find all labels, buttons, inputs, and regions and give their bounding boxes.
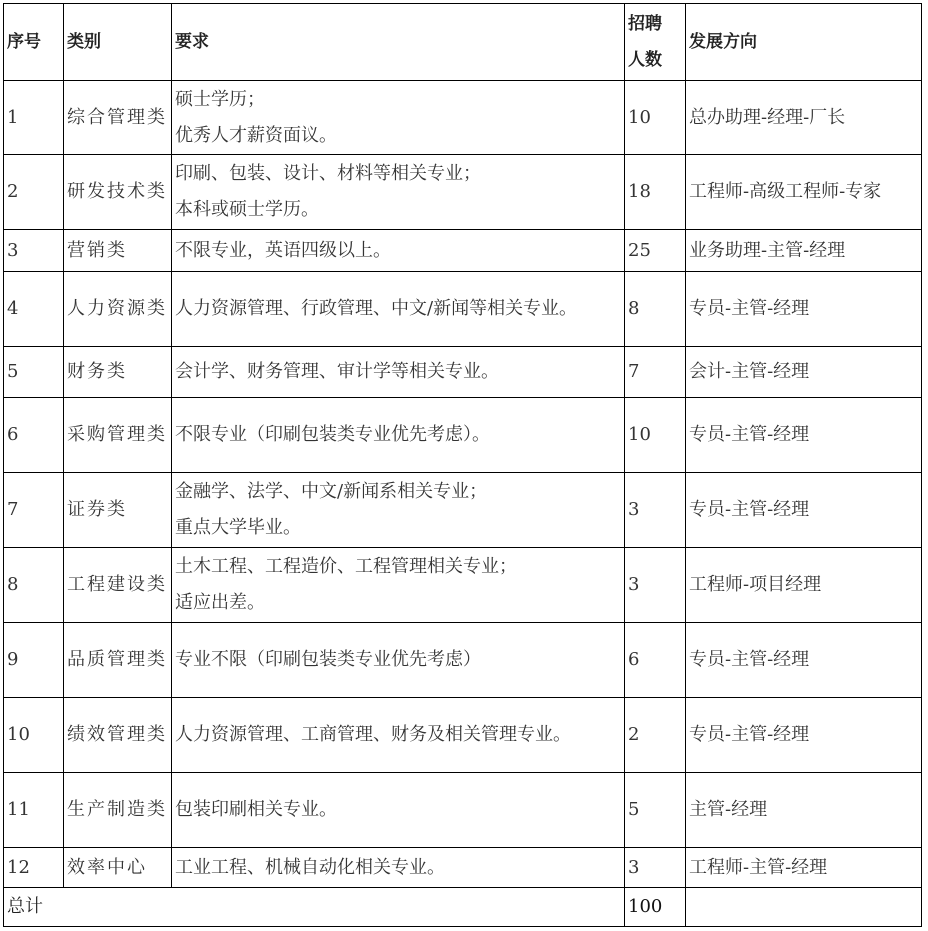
row-category: 采购管理类 [64, 398, 172, 473]
row-career-path: 专员-主管-经理 [686, 698, 922, 773]
total-label: 总计 [4, 888, 625, 927]
row-category: 人力资源类 [64, 272, 172, 347]
row-requirements: 不限专业（印刷包装类专业优先考虑）。 [172, 398, 625, 473]
row-requirements [172, 473, 625, 548]
row-headcount: 18 [625, 155, 686, 230]
row-index: 8 [4, 548, 64, 623]
row-headcount: 6 [625, 623, 686, 698]
table-row [4, 347, 922, 398]
row-index: 2 [4, 155, 64, 230]
row-headcount: 25 [625, 230, 686, 272]
row-index: 3 [4, 230, 64, 272]
row-career-path: 主管-经理 [686, 773, 922, 848]
row-index: 12 [4, 848, 64, 888]
row-category: 研发技术类 [64, 155, 172, 230]
header-requirements: 要求 [172, 4, 625, 81]
header-headcount-line1: 招聘 [628, 14, 662, 34]
row-headcount: 8 [625, 272, 686, 347]
table-row [4, 848, 922, 888]
header-index: 序号 [4, 4, 64, 81]
header-category: 类别 [64, 4, 172, 81]
requirement-line: 适应出差。 [175, 592, 265, 613]
total-row [4, 888, 922, 927]
row-headcount: 3 [625, 548, 686, 623]
header-headcount [625, 4, 686, 81]
row-career-path: 专员-主管-经理 [686, 623, 922, 698]
requirement-line: 硕士学历； [175, 88, 265, 110]
row-headcount: 3 [625, 848, 686, 888]
row-requirements: 人力资源管理、工商管理、财务及相关管理专业。 [172, 698, 625, 773]
row-career-path: 专员-主管-经理 [686, 272, 922, 347]
row-requirements [172, 81, 625, 155]
requirement-line: 金融学、法学、中文/新闻系相关专业； [175, 481, 488, 502]
table-row [4, 548, 922, 623]
row-index: 5 [4, 347, 64, 398]
recruitment-table [3, 3, 922, 927]
row-category: 绩效管理类 [64, 698, 172, 773]
row-category: 品质管理类 [64, 623, 172, 698]
row-category: 营销类 [64, 230, 172, 272]
row-index: 9 [4, 623, 64, 698]
row-requirements: 专业不限（印刷包装类专业优先考虑） [172, 623, 625, 698]
header-career-path: 发展方向 [686, 4, 922, 81]
requirement-line: 本科或硕士学历。 [175, 199, 319, 220]
row-requirements: 工业工程、机械自动化相关专业。 [172, 848, 625, 888]
requirement-line: 重点大学毕业。 [175, 517, 301, 538]
row-index: 10 [4, 698, 64, 773]
row-requirements: 包装印刷相关专业。 [172, 773, 625, 848]
requirement-line: 不限专业，英语四级以上。 [175, 239, 391, 261]
row-index: 11 [4, 773, 64, 848]
row-index: 1 [4, 81, 64, 155]
total-empty-cell [686, 888, 922, 927]
table-row [4, 398, 922, 473]
row-category: 财务类 [64, 347, 172, 398]
table-row [4, 230, 922, 272]
requirement-line: 优秀人才薪资面议。 [175, 124, 337, 146]
row-career-path: 业务助理-主管-经理 [686, 230, 922, 272]
row-career-path: 工程师-项目经理 [686, 548, 922, 623]
row-category: 综合管理类 [64, 81, 172, 155]
row-requirements [172, 155, 625, 230]
requirement-line: 印刷、包装、设计、材料等相关专业； [175, 163, 481, 184]
table-header-row [4, 4, 922, 81]
total-value: 100 [625, 888, 686, 927]
row-category: 生产制造类 [64, 773, 172, 848]
row-headcount: 7 [625, 347, 686, 398]
row-career-path: 工程师-主管-经理 [686, 848, 922, 888]
row-requirements: 人力资源管理、行政管理、中文/新闻等相关专业。 [172, 272, 625, 347]
row-requirements [172, 548, 625, 623]
row-index: 7 [4, 473, 64, 548]
row-index: 4 [4, 272, 64, 347]
row-career-path: 专员-主管-经理 [686, 398, 922, 473]
row-career-path: 专员-主管-经理 [686, 473, 922, 548]
row-category: 证券类 [64, 473, 172, 548]
table-row [4, 155, 922, 230]
table-row [4, 473, 922, 548]
row-career-path: 总办助理-经理-厂长 [686, 81, 922, 155]
row-headcount: 2 [625, 698, 686, 773]
table-row [4, 81, 922, 155]
header-headcount-line2: 人数 [628, 50, 662, 70]
table-row [4, 272, 922, 347]
requirement-line: 土木工程、工程造价、工程管理相关专业； [175, 556, 517, 577]
row-category: 工程建设类 [64, 548, 172, 623]
row-index: 6 [4, 398, 64, 473]
row-headcount: 5 [625, 773, 686, 848]
row-requirements [172, 230, 625, 272]
row-headcount: 10 [625, 398, 686, 473]
row-career-path: 会计-主管-经理 [686, 347, 922, 398]
table-row [4, 698, 922, 773]
table-row [4, 773, 922, 848]
row-category: 效率中心 [64, 848, 172, 888]
row-headcount: 10 [625, 81, 686, 155]
row-career-path: 工程师-高级工程师-专家 [686, 155, 922, 230]
row-requirements: 会计学、财务管理、审计学等相关专业。 [172, 347, 625, 398]
table-row [4, 623, 922, 698]
row-headcount: 3 [625, 473, 686, 548]
